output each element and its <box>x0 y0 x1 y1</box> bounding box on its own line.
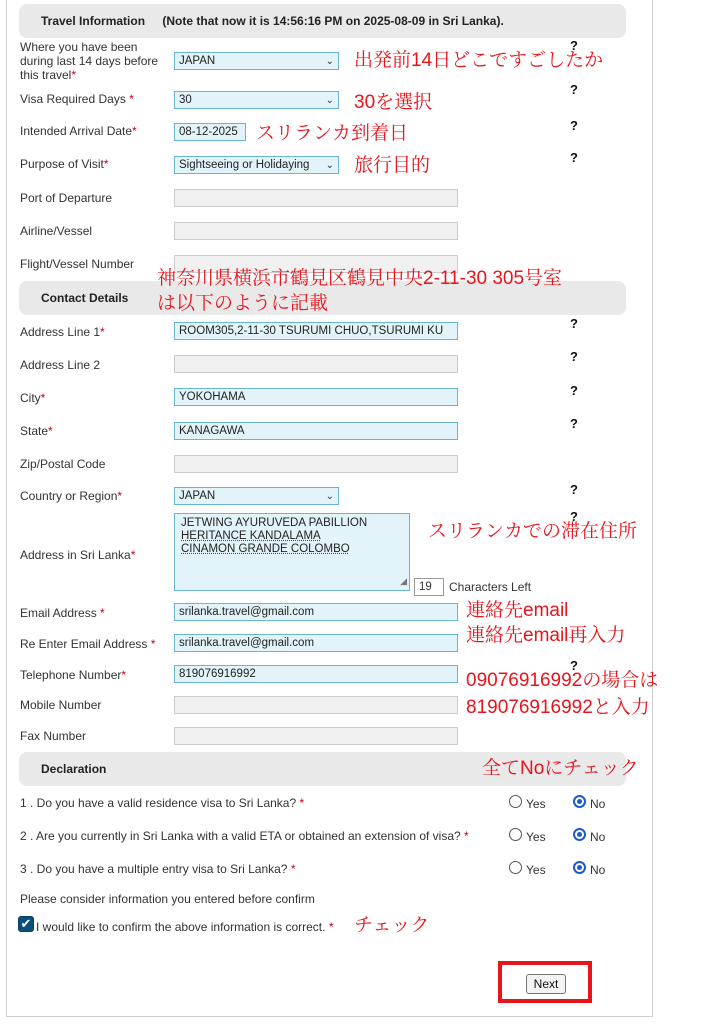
q2-yes-radio[interactable] <box>509 828 522 841</box>
help-icon[interactable]: ? <box>570 383 578 398</box>
help-icon[interactable]: ? <box>570 416 578 431</box>
annotation-srilanka-address: スリランカでの滞在住所 <box>428 521 638 542</box>
country-select[interactable]: JAPAN ⌄ <box>174 487 339 505</box>
country-label: Country or Region* <box>20 489 123 503</box>
contact-details-title: Contact Details <box>41 291 129 305</box>
fax-label: Fax Number <box>20 729 87 743</box>
port-label: Port of Departure <box>20 191 113 205</box>
arrival-date-label: Intended Arrival Date* <box>20 124 137 138</box>
airline-input[interactable] <box>174 222 458 240</box>
annotation-telephone-2: 819076916992と入力 <box>466 697 650 718</box>
airline-label: Airline/Vessel <box>20 224 93 238</box>
srilanka-address-label: Address in Sri Lanka* <box>20 548 136 562</box>
annotation-purpose: 旅行目的 <box>354 155 431 176</box>
srilanka-address-line: HERITANCE KANDALAMA <box>181 530 321 542</box>
question-2: 2 . Are you currently in Sri Lanka with a valid ETA or obtained an extension of visa? * <box>20 829 469 843</box>
chars-left-label: Characters Left <box>449 580 532 594</box>
port-input[interactable] <box>174 189 458 207</box>
state-label: State* <box>20 424 53 438</box>
checkmark-icon: ✔ <box>20 916 32 931</box>
fax-input[interactable] <box>174 727 458 745</box>
annotation-confirm: チェック <box>354 915 430 936</box>
confirm-label: I would like to confirm the above information is correct. * <box>36 920 334 934</box>
telephone-input[interactable]: 819076916992 <box>174 665 458 683</box>
annotation-email: 連絡先email <box>466 600 569 621</box>
q2-no-label: No <box>590 830 606 844</box>
q1-yes-label: Yes <box>526 797 546 811</box>
confirm-checkbox[interactable] <box>18 916 34 932</box>
question-1: 1 . Do you have a valid residence visa to Sri Lanka? * <box>20 796 305 810</box>
current-time-note: (Note that now it is 14:56:16 PM on 2025-08-09 in Sri Lanka). <box>162 14 504 28</box>
consider-note: Please consider information you entered before confirm <box>20 892 315 906</box>
srilanka-address-line: JETWING AYURUVEDA PABILLION <box>181 517 368 529</box>
resize-handle-icon[interactable]: ◢ <box>400 576 407 586</box>
q1-yes-radio[interactable] <box>509 795 522 808</box>
purpose-select[interactable]: Sightseeing or Holidaying ⌄ <box>174 156 339 174</box>
reemail-label: Re Enter Email Address * <box>20 637 156 651</box>
travel-info-title: Travel Information <box>41 14 146 28</box>
annotation-declaration: 全てNoにチェック <box>482 758 639 779</box>
annotation-visa-days: 30を選択 <box>354 92 433 113</box>
q3-yes-radio[interactable] <box>509 861 522 874</box>
help-icon[interactable]: ? <box>570 316 578 331</box>
annotation-telephone-1: 09076916992の場合は <box>466 670 659 691</box>
email-label: Email Address * <box>20 606 105 620</box>
next-button[interactable]: Next <box>526 974 566 994</box>
annotation-arrival: スリランカ到着日 <box>256 123 409 144</box>
q3-no-label: No <box>590 863 606 877</box>
telephone-label: Telephone Number* <box>20 668 127 682</box>
q2-no-radio[interactable] <box>573 828 586 841</box>
chevron-down-icon: ⌄ <box>325 95 334 106</box>
flight-label: Flight/Vessel Number <box>20 257 135 271</box>
chevron-down-icon: ⌄ <box>325 160 334 171</box>
chevron-down-icon: ⌄ <box>325 56 334 67</box>
mobile-input[interactable] <box>174 696 458 714</box>
q1-no-radio[interactable] <box>573 795 586 808</box>
q2-yes-label: Yes <box>526 830 546 844</box>
zip-input[interactable] <box>174 455 458 473</box>
help-icon[interactable]: ? <box>570 509 578 524</box>
chars-left-counter: 19 <box>414 578 444 596</box>
zip-label: Zip/Postal Code <box>20 457 106 471</box>
address2-label: Address Line 2 <box>20 358 101 372</box>
prev-country-select[interactable]: JAPAN ⌄ <box>174 52 339 70</box>
help-icon[interactable]: ? <box>570 482 578 497</box>
visa-days-label: Visa Required Days * <box>20 92 134 106</box>
srilanka-address-line: CINAMON GRANDE COLOMBO <box>181 543 350 555</box>
reemail-input[interactable]: srilanka.travel@gmail.com <box>174 634 458 652</box>
email-input[interactable]: srilanka.travel@gmail.com <box>174 603 458 621</box>
address1-input[interactable]: ROOM305,2-11-30 TSURUMI CHUO,TSURUMI KU <box>174 322 458 340</box>
city-label: City* <box>20 391 46 405</box>
help-icon[interactable]: ? <box>570 38 578 53</box>
address1-label: Address Line 1* <box>20 325 105 339</box>
help-icon[interactable]: ? <box>570 150 578 165</box>
question-3: 3 . Do you have a multiple entry visa to Sri Lanka? * <box>20 862 296 876</box>
mobile-label: Mobile Number <box>20 698 102 712</box>
annotation-reemail: 連絡先email再入力 <box>466 625 626 646</box>
q3-no-radio[interactable] <box>573 861 586 874</box>
purpose-label: Purpose of Visit* <box>20 157 109 171</box>
annotation-address-line1: 神奈川県横浜市鶴見区鶴見中央2-11-30 305号室 <box>157 268 563 289</box>
annotation-prev-country: 出発前14日どこですごしたか <box>354 50 604 71</box>
annotation-address-line2: は以下のように記載 <box>157 293 329 314</box>
chevron-down-icon: ⌄ <box>325 491 334 502</box>
visa-days-select[interactable]: 30 ⌄ <box>174 91 339 109</box>
travel-info-header <box>19 4 626 38</box>
q3-yes-label: Yes <box>526 863 546 877</box>
declaration-title: Declaration <box>41 762 107 776</box>
help-icon[interactable]: ? <box>570 658 578 673</box>
help-icon[interactable]: ? <box>570 349 578 364</box>
address2-input[interactable] <box>174 355 458 373</box>
arrival-date-input[interactable]: 08-12-2025 <box>174 123 246 141</box>
city-input[interactable]: YOKOHAMA <box>174 388 458 406</box>
state-input[interactable]: KANAGAWA <box>174 422 458 440</box>
q1-no-label: No <box>590 797 606 811</box>
help-icon[interactable]: ? <box>570 118 578 133</box>
help-icon[interactable]: ? <box>570 82 578 97</box>
prev-country-label: Where you have been during last 14 days before this travel* <box>20 40 159 82</box>
srilanka-address-textarea[interactable] <box>174 513 410 591</box>
